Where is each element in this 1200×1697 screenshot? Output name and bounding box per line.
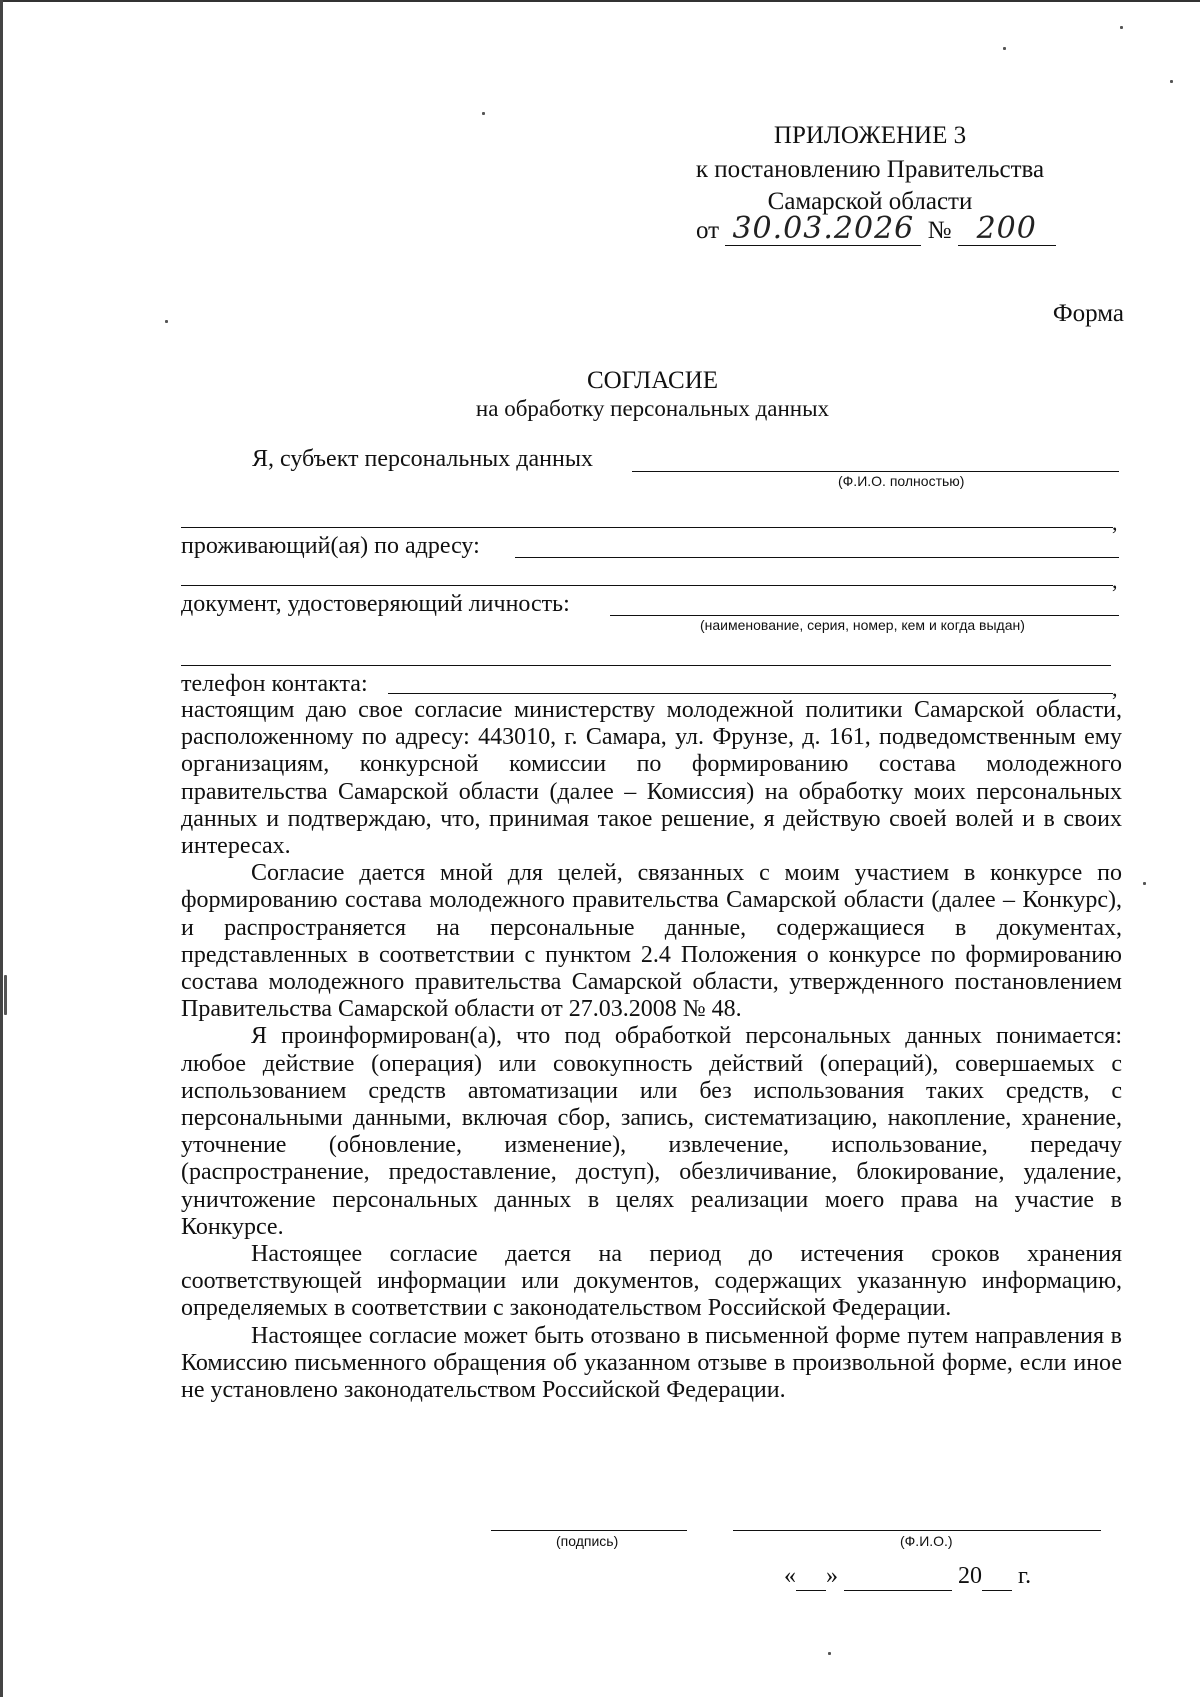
scan-speck [828,1652,831,1655]
form-label: Форма [1052,300,1124,327]
scan-speck [1143,882,1146,885]
signature-hint: (подпись) [556,1533,619,1549]
quote-open: « [784,1563,796,1589]
consent-paragraph: настоящим даю свое согласие министерству молодежной политики Самарской области, расположенному по адресу: 443010, г. Самара, ул. Фрунзе, д. 161, подведомственным ему организациям, конкурсной комиссии по формированию состава молодежного правительства Самарской области (далее – Комиссия) на обработку моих персональных данных и подтверждаю, что, принимая такое решение, я действую своей волей и в своих интересах. [181,697,1122,860]
day-field[interactable] [796,1563,826,1591]
comma: , [1112,676,1118,701]
quote-close: » [826,1563,838,1589]
scan-left-border [0,0,3,1697]
subject-name-field[interactable] [632,471,1119,472]
year-field[interactable] [982,1563,1012,1591]
from-label: от [696,217,720,244]
scan-speck [1003,47,1006,50]
comma: , [1112,510,1118,535]
signature-date [784,1563,1031,1591]
consent-paragraph: Согласие дается мной для целей, связанных с моим участием в конкурсе по формированию состава молодежного правительства Самарской области (далее – Конкурс), и распространяется на персональные данные, содержащиеся в документах, представленных в соответствии с пунктом 2.4 Положения о конкурсе по формированию состава молодежного правительства Самарской области, утвержденного постановлением Правительства Самарской области от 27.03.2008 № 48. [181,860,1122,1023]
month-field[interactable] [844,1563,952,1591]
resolution-line: к постановлению Правительства [695,156,1045,183]
consent-paragraph: Настоящее согласие может быть отозвано в письменной форме путем направления в Комиссию письменного обращения об указанном отзыве в произвольной форме, если иное не установлено законодательством Российской Федерации. [181,1322,1122,1404]
scan-speck [4,975,7,1015]
consent-body [181,697,1122,1404]
subject-name-continuation[interactable] [181,527,1113,528]
handwritten-number: 200 [958,213,1056,246]
phone-label: телефон контакта: [181,671,368,697]
scan-speck [1170,80,1173,83]
scan-top-border [0,0,1200,2]
scan-speck [1120,26,1123,29]
consent-paragraph: Я проинформирован(а), что под обработкой персональных данных понимается: любое действие (операция) или совокупность действий (операций), совершаемых с использованием средств автоматизации или без использования таких средств, с персональными данными, включая сбор, запись, систематизацию, накопление, хранение, уточнение (обновление, изменение), извлечение, использование, передачу (распространение, предоставление, доступ), обезличивание, блокирование, удаление, уничтожение персональных данных в целях реализации моего права на участие в Конкурсе. [181,1023,1122,1240]
appendix-title: ПРИЛОЖЕНИЕ 3 [773,122,967,149]
document-hint: (наименование, серия, номер, кем и когда выдан) [700,617,1025,633]
address-label: проживающий(ая) по адресу: [181,533,480,559]
identity-document-field[interactable] [610,615,1119,616]
subject-label: Я, субъект персональных данных [252,446,593,472]
address-field[interactable] [515,557,1119,558]
resolution-date-line [696,213,1056,246]
scan-speck [165,320,168,323]
signer-name-field[interactable] [733,1530,1101,1531]
region-line: Самарской области [767,188,973,215]
scan-speck [482,112,485,115]
comma: , [1112,568,1118,593]
address-continuation[interactable] [181,585,1113,586]
number-label: № [927,217,952,244]
identity-document-label: документ, удостоверяющий личность: [181,591,570,617]
signature-field[interactable] [491,1530,687,1531]
identity-document-continuation[interactable] [181,665,1111,666]
document-subtitle: на обработку персональных данных [475,396,830,421]
year-prefix: 20 [958,1563,982,1589]
year-suffix: г. [1018,1563,1032,1589]
fio-hint: (Ф.И.О. полностью) [838,473,965,489]
document-title: СОГЛАСИЕ [586,367,719,394]
consent-paragraph: Настоящее согласие дается на период до истечения сроков хранения соответствующей информации или документов, содержащих указанную информацию, определяемых в соответствии с законодательством Российской Федерации. [181,1241,1122,1322]
phone-field[interactable] [388,693,1113,694]
handwritten-date: 30.03.2026 [725,213,921,246]
signer-name-hint: (Ф.И.О.) [900,1533,953,1549]
